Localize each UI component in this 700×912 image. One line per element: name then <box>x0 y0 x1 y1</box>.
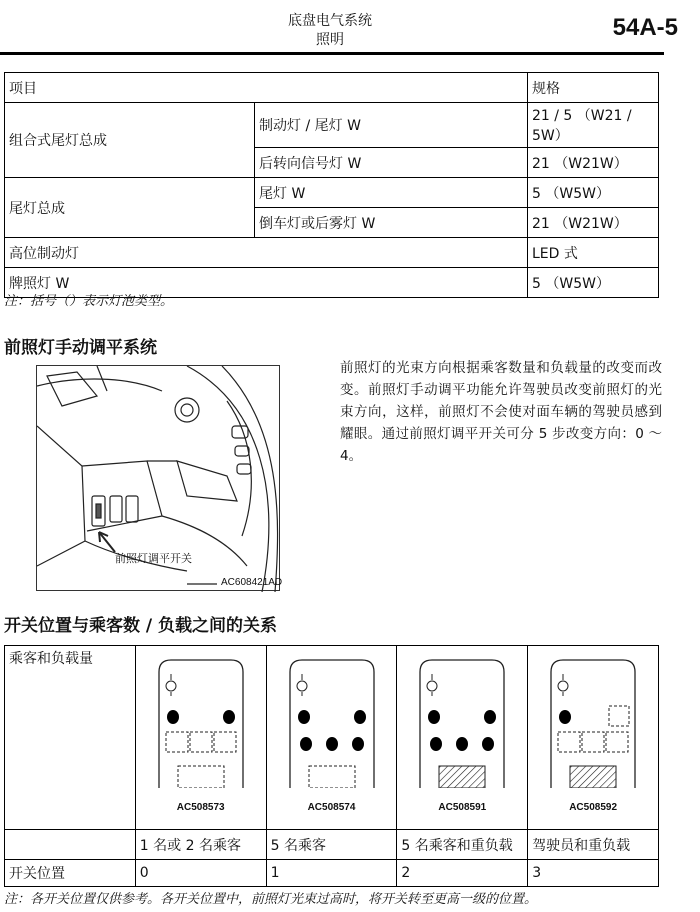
spec-value: 21 （W21W） <box>528 208 659 238</box>
relation-position-row <box>5 860 659 887</box>
spec-item: 组合式尾灯总成 <box>5 103 255 178</box>
spec-value: 21 / 5 （W21 / 5W） <box>528 103 659 148</box>
relation-title: 开关位置与乘客数 / 负载之间的关系 <box>4 616 278 636</box>
spec-sub: 后转向信号灯 W <box>255 148 528 178</box>
load-desc: 5 名乘客和重负载 <box>397 830 528 860</box>
leveling-description: 前照灯的光束方向根据乘客数量和负载量的改变而改变。前照灯手动调平功能允许驾驶员改变前照灯的光束方向，这样，前照灯不会使对面车辆的驾驶员感到耀眼。通过前照灯调平开关可分 5 步改变方向：0 ～ 4。 <box>340 360 662 464</box>
header-title: 底盘电气系统 <box>288 13 372 29</box>
spec-value: 5 （W5W） <box>528 268 659 298</box>
table-row <box>5 103 659 148</box>
diagram-code: AC508591 <box>438 802 487 813</box>
load-desc: 5 名乘客 <box>266 830 397 860</box>
spec-value: 21 （W21W） <box>528 148 659 178</box>
switch-position: 0 <box>135 860 266 887</box>
relation-desc-row <box>5 830 659 860</box>
page-header <box>0 0 700 58</box>
table-row <box>5 178 659 208</box>
spec-item: 尾灯总成 <box>5 178 255 238</box>
leveling-switch-figure <box>36 365 283 591</box>
load-desc: 驾驶员和重负载 <box>528 830 659 860</box>
header-titles <box>0 12 660 50</box>
spec-item: 高位制动灯 <box>5 238 528 268</box>
switch-diagram-cell <box>266 646 397 830</box>
switch-diagram-cell <box>135 646 266 830</box>
vehicle-load-diagram <box>284 658 380 788</box>
spec-sub: 制动灯 / 尾灯 W <box>255 103 528 148</box>
table-row <box>5 238 659 268</box>
row-label-switch: 开关位置 <box>5 860 136 887</box>
switch-position: 3 <box>528 860 659 887</box>
spec-sub: 倒车灯或后雾灯 W <box>255 208 528 238</box>
relation-image-row <box>5 646 659 830</box>
relation-table <box>4 645 659 887</box>
spec-note: 注：括号（）表示灯泡类型。 <box>4 294 174 309</box>
relation-note: 注：各开关位置仅供参考。各开关位置中，前照灯光束过高时，将开关转至更高一级的位置。 <box>4 892 538 907</box>
spec-item: 牌照灯 W <box>5 268 528 298</box>
vehicle-load-diagram <box>414 658 510 788</box>
header-rule <box>0 52 664 55</box>
row-label-load: 乘客和负载量 <box>5 646 136 830</box>
figure-callout-label: 前照灯调平开关 <box>115 552 192 565</box>
leveling-title: 前照灯手动调平系统 <box>4 338 157 358</box>
spec-value: LED 式 <box>528 238 659 268</box>
spec-table <box>4 72 659 298</box>
empty-cell <box>5 830 136 860</box>
diagram-code: AC508573 <box>176 802 225 813</box>
switch-position: 2 <box>397 860 528 887</box>
switch-diagram-cell <box>528 646 659 830</box>
spec-header-spec: 规格 <box>528 73 659 103</box>
spec-sub: 尾灯 W <box>255 178 528 208</box>
spec-value: 5 （W5W） <box>528 178 659 208</box>
load-desc: 1 名或 2 名乘客 <box>135 830 266 860</box>
page-number: 54A-5 <box>612 14 678 41</box>
spec-header-item: 项目 <box>5 73 528 103</box>
diagram-code: AC508592 <box>569 802 617 813</box>
vehicle-load-diagram <box>545 658 641 788</box>
vehicle-load-diagram <box>153 658 249 788</box>
diagram-code: AC508574 <box>307 802 356 813</box>
header-subtitle: 照明 <box>316 32 344 48</box>
switch-diagram-cell <box>397 646 528 830</box>
figure-code: AC608421AD <box>221 577 283 588</box>
switch-position: 1 <box>266 860 397 887</box>
spec-header-row <box>5 73 659 103</box>
